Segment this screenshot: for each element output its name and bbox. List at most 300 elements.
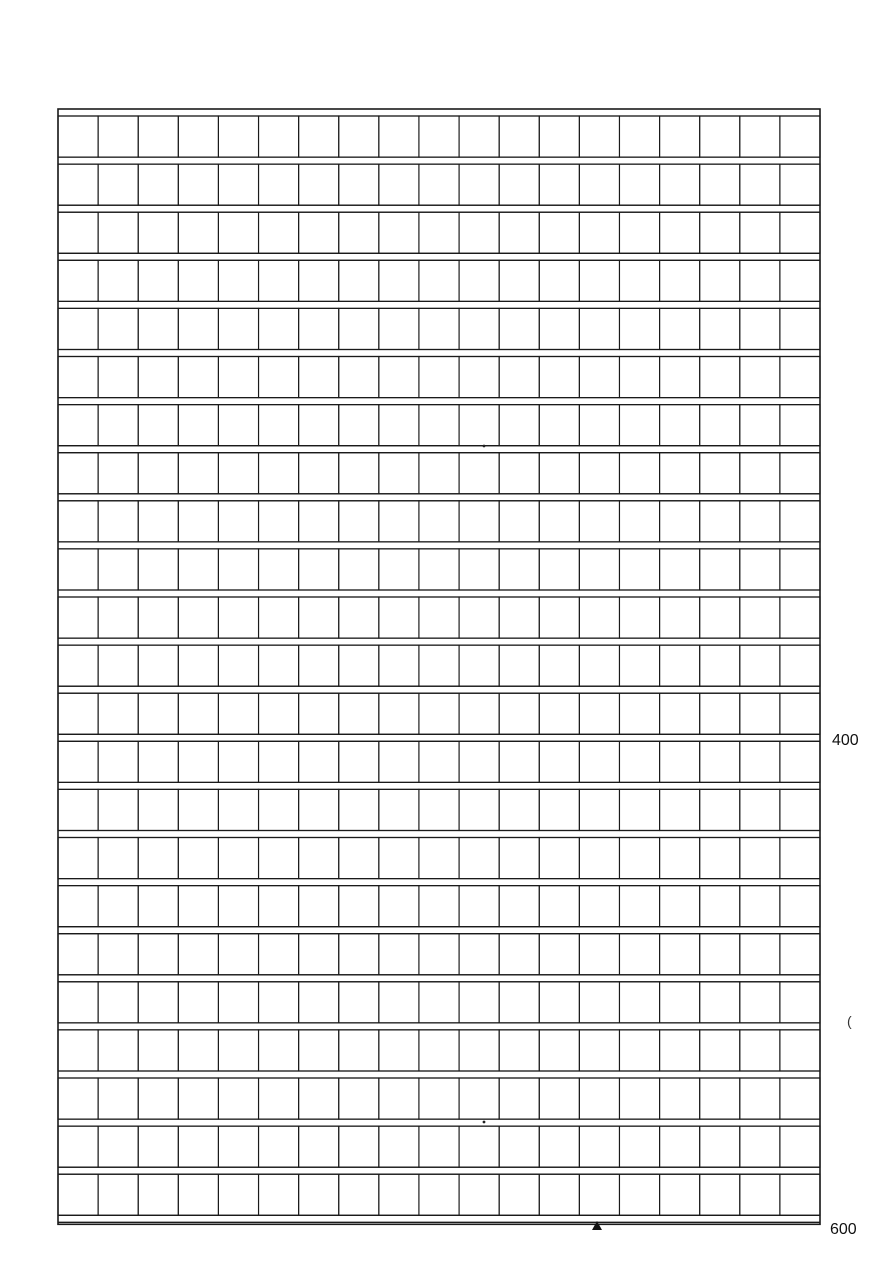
grid-cell [499,741,539,782]
grid-cell [58,741,98,782]
grid-cell [419,453,459,494]
grid-cell [700,453,740,494]
grid-cell [299,164,339,205]
grid-cell [539,1174,579,1215]
grid-cell [379,357,419,398]
grid-row [58,357,820,398]
grid-cell [178,1078,218,1119]
grid-cell [379,934,419,975]
grid-cell [379,212,419,253]
grid-row [58,116,820,157]
grid-cell [660,1126,700,1167]
grid-cell [339,164,379,205]
grid-cell [419,1030,459,1071]
grid-cell [98,501,138,542]
grid-cell [419,501,459,542]
grid-cell [499,934,539,975]
grid-cell [459,1078,499,1119]
grid-cells [58,116,820,1215]
grid-cell [218,212,258,253]
grid-cell [539,549,579,590]
grid-cell [299,645,339,686]
grid-cell [218,260,258,301]
grid-row [58,212,820,253]
grid-cell [178,405,218,446]
grid-cell [178,597,218,638]
grid-cell [619,693,659,734]
grid-cell [499,549,539,590]
grid-cell [218,1126,258,1167]
grid-cell [660,1174,700,1215]
grid-cell [740,886,780,927]
grid-cell [740,982,780,1023]
grid-cell [780,1174,820,1215]
grid-cell [740,597,780,638]
grid-cell [419,1174,459,1215]
grid-cell [178,116,218,157]
grid-cell [660,116,700,157]
grid-cell [619,741,659,782]
grid-cell [539,934,579,975]
grid-cell [98,164,138,205]
grid-cell [660,934,700,975]
grid-cell [740,308,780,349]
grid-cell [579,501,619,542]
grid-cell [339,741,379,782]
grid-cell [339,1126,379,1167]
grid-cell [740,1078,780,1119]
grid-cell [259,1126,299,1167]
grid-cell [178,982,218,1023]
stray-mark: ( [847,1013,852,1029]
grid-cell [740,934,780,975]
grid-cell [98,405,138,446]
grid-cell [539,308,579,349]
grid-cell [660,405,700,446]
grid-cell [579,116,619,157]
grid-cell [619,934,659,975]
grid-row [58,597,820,638]
grid-cell [138,886,178,927]
grid-cell [499,693,539,734]
grid-cell [499,597,539,638]
grid-cell [58,934,98,975]
grid-row [58,838,820,879]
grid-cell [98,838,138,879]
grid-cell [780,886,820,927]
grid-cell [178,789,218,830]
grid-cell [579,405,619,446]
grid-cell [700,1126,740,1167]
grid-cell [740,501,780,542]
grid-cell [459,501,499,542]
grid-row [58,693,820,734]
grid-cell [299,212,339,253]
grid-cell [98,357,138,398]
grid-cell [259,645,299,686]
grid-cell [459,645,499,686]
grid-cell [419,357,459,398]
grid-cell [58,405,98,446]
grid-cell [339,789,379,830]
grid-cell [539,693,579,734]
grid-row [58,1030,820,1071]
grid-cell [339,693,379,734]
grid-cell [98,116,138,157]
grid-cell [138,1078,178,1119]
grid-cell [379,693,419,734]
grid-cell [579,1078,619,1119]
grid-cell [579,741,619,782]
grid-row [58,453,820,494]
grid-cell [539,453,579,494]
grid-cell [299,789,339,830]
grid-cell [218,116,258,157]
grid-row [58,549,820,590]
grid-cell [178,308,218,349]
grid-cell [98,549,138,590]
grid-cell [780,934,820,975]
grid-cell [138,693,178,734]
grid-cell [740,549,780,590]
grid-cell [700,501,740,542]
grid-cell [379,453,419,494]
grid-cell [58,1078,98,1119]
grid-cell [539,645,579,686]
grid-cell [499,982,539,1023]
grid-cell [259,982,299,1023]
grid-cell [58,164,98,205]
grid-cell [138,549,178,590]
grid-cell [700,212,740,253]
grid-cell [579,1126,619,1167]
grid-cell [138,934,178,975]
grid-cell [780,308,820,349]
grid-cell [178,453,218,494]
ink-dot [483,1121,486,1124]
grid-cell [178,693,218,734]
grid-cell [218,838,258,879]
grid-row [58,934,820,975]
grid-cell [379,982,419,1023]
grid-cell [740,260,780,301]
grid-cell [419,982,459,1023]
grid-cell [299,934,339,975]
grid-cell [259,501,299,542]
grid-cell [339,212,379,253]
grid-cell [539,741,579,782]
grid-cell [178,1030,218,1071]
grid-cell [700,645,740,686]
grid-cell [740,212,780,253]
grid-cell [619,405,659,446]
grid-cell [299,741,339,782]
grid-cell [499,1030,539,1071]
grid-cell [539,838,579,879]
grid-cell [579,1030,619,1071]
grid-cell [619,886,659,927]
grid-cell [339,1078,379,1119]
grid-cell [218,164,258,205]
grid-cell [58,1030,98,1071]
grid-cell [740,164,780,205]
grid-cell [700,597,740,638]
grid-cell [459,693,499,734]
grid-cell [218,934,258,975]
grid-cell [138,116,178,157]
grid-cell [660,838,700,879]
grid-cell [539,260,579,301]
grid-cell [259,886,299,927]
grid-cell [579,886,619,927]
grid-cell [98,789,138,830]
grid-cell [619,501,659,542]
grid-cell [259,357,299,398]
grid-cell [299,549,339,590]
grid-cell [700,934,740,975]
grid-cell [379,308,419,349]
grid-cell [218,1174,258,1215]
grid-cell [619,645,659,686]
grid-cell [780,357,820,398]
grid-cell [780,1126,820,1167]
grid-cell [299,1078,339,1119]
grid-cell [138,405,178,446]
grid-cell [178,549,218,590]
grid-cell [299,357,339,398]
ink-dot [483,445,486,448]
grid-cell [579,693,619,734]
grid-cell [740,405,780,446]
grid-cell [660,260,700,301]
grid-cell [419,260,459,301]
grid-cell [539,501,579,542]
grid-cell [619,1078,659,1119]
grid-cell [58,597,98,638]
grid-cell [299,260,339,301]
grid-row [58,260,820,301]
grid-cell [138,1126,178,1167]
grid-cell [579,934,619,975]
grid-cell [138,308,178,349]
grid-cell [660,1078,700,1119]
grid-cell [419,741,459,782]
grid-cell [499,1078,539,1119]
grid-cell [138,212,178,253]
grid-cell [379,549,419,590]
grid-cell [138,1030,178,1071]
grid-cell [459,982,499,1023]
grid-cell [259,116,299,157]
grid-cell [138,164,178,205]
grid-cell [259,549,299,590]
grid-cell [619,212,659,253]
grid-cell [259,1078,299,1119]
grid-cell [700,405,740,446]
grid-cell [98,597,138,638]
grid-cell [339,405,379,446]
grid-cell [780,741,820,782]
grid-cell [419,597,459,638]
grid-cell [259,597,299,638]
grid-cell [499,789,539,830]
grid-cell [259,405,299,446]
grid-cell [499,164,539,205]
grid-cell [539,212,579,253]
grid-cell [379,886,419,927]
grid-cell [459,886,499,927]
grid-cell [58,260,98,301]
grid-cell [619,308,659,349]
grid-cell [619,453,659,494]
grid-cell [700,164,740,205]
grid-cell [58,357,98,398]
word-count-marker-400: 400 [832,732,859,749]
grid-cell [339,260,379,301]
grid-row [58,789,820,830]
grid-cell [700,116,740,157]
grid-cell [660,741,700,782]
grid-cell [419,693,459,734]
grid-cell [178,212,218,253]
grid-cell [780,405,820,446]
grid-cell [379,741,419,782]
grid-cell [780,260,820,301]
grid-cell [259,212,299,253]
grid-cell [259,453,299,494]
grid-cell [419,212,459,253]
grid-cell [660,789,700,830]
grid-cell [499,453,539,494]
grid-cell [740,1030,780,1071]
grid-cell [58,789,98,830]
grid-cell [379,1126,419,1167]
grid-cell [58,549,98,590]
grid-cell [539,116,579,157]
grid-cell [740,693,780,734]
grid-cell [459,116,499,157]
grid-cell [259,789,299,830]
grid-cell [379,789,419,830]
grid-cell [379,838,419,879]
grid-cell [740,838,780,879]
grid-cell [339,597,379,638]
grid-cell [499,501,539,542]
grid-cell [459,934,499,975]
grid-cell [459,1126,499,1167]
grid-cell [299,308,339,349]
grid-cell [619,982,659,1023]
grid-cell [780,645,820,686]
grid-cell [299,116,339,157]
grid-cell [98,212,138,253]
grid-cell [299,597,339,638]
grid-cell [539,164,579,205]
grid-cell [178,1174,218,1215]
grid-row [58,1078,820,1119]
grid-cell [660,645,700,686]
grid-cell [299,1126,339,1167]
grid-cell [178,886,218,927]
grid-cell [419,1078,459,1119]
grid-cell [740,357,780,398]
grid-cell [339,116,379,157]
grid-cell [539,1030,579,1071]
grid-cell [339,838,379,879]
grid-cell [780,501,820,542]
grid-cell [138,1174,178,1215]
grid-row [58,1174,820,1215]
grid-cell [218,1078,258,1119]
grid-cell [178,741,218,782]
grid-cell [419,308,459,349]
grid-cell [740,1174,780,1215]
grid-cell [579,645,619,686]
grid-cell [98,886,138,927]
grid-cell [138,741,178,782]
grid-cell [419,789,459,830]
grid-cell [259,308,299,349]
grid-cell [780,838,820,879]
grid-cell [660,693,700,734]
grid-cell [700,693,740,734]
grid-cell [539,597,579,638]
grid-cell [58,1174,98,1215]
grid-cell [339,886,379,927]
grid-cell [379,260,419,301]
grid-cell [700,741,740,782]
grid-cell [58,982,98,1023]
grid-cell [379,597,419,638]
grid-cell [339,308,379,349]
grid-cell [299,982,339,1023]
grid-cell [178,934,218,975]
grid-cell [499,116,539,157]
grid-cell [499,357,539,398]
grid-cell [299,838,339,879]
grid-cell [379,1030,419,1071]
grid-cell [539,1078,579,1119]
grid-cell [218,549,258,590]
grid-row [58,308,820,349]
grid-cell [58,886,98,927]
grid-cell [780,693,820,734]
grid-cell [379,501,419,542]
grid-cell [619,357,659,398]
grid-cell [259,693,299,734]
grid-cell [539,1126,579,1167]
grid-cell [419,116,459,157]
grid-cell [138,501,178,542]
grid-cell [58,501,98,542]
grid-cell [419,164,459,205]
grid-cell [780,116,820,157]
grid-cell [98,308,138,349]
grid-cell [379,1174,419,1215]
grid-cell [579,357,619,398]
grid-cell [660,597,700,638]
grid-cell [98,1126,138,1167]
grid-cell [660,1030,700,1071]
grid-cell [459,838,499,879]
grid-cell [218,1030,258,1071]
grid-cell [138,260,178,301]
grid-cell [339,1174,379,1215]
grid-cell [660,453,700,494]
grid-cell [700,1174,740,1215]
grid-cell [579,1174,619,1215]
grid-cell [218,308,258,349]
